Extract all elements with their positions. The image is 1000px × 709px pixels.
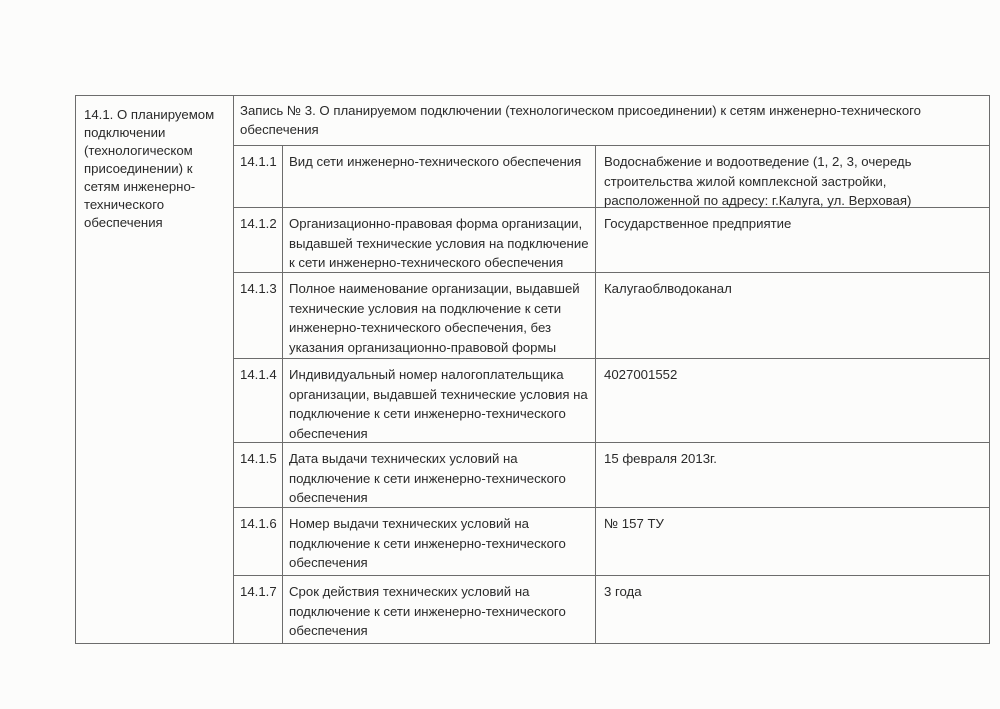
row-label: Вид сети инженерно-технического обеспечения — [283, 146, 596, 207]
row-value: Государственное предприятие — [604, 216, 792, 231]
row-value: 4027001552 — [604, 367, 678, 382]
row-code: 14.1.4 — [234, 359, 283, 442]
row-label: Полное наименование организации, выдавшей технические условия на подключение к сети инженерно-технического обеспечения, без указания организационно-правовой формы — [283, 273, 596, 358]
table-row — [234, 359, 989, 443]
row-label: Индивидуальный номер налогоплательщика организации, выдавшей технические условия на подключение к сети инженерно-технического обеспечения — [283, 359, 596, 442]
row-code: 14.1.6 — [234, 508, 283, 575]
row-value: 15 февраля 2013г. — [604, 451, 717, 466]
row-code: 14.1.1 — [234, 146, 283, 207]
row-code: 14.1.2 — [234, 208, 283, 272]
record-header: Запись № 3. О планируемом подключении (технологическом присоединении) к сетям инженерно-технического обеспечения — [234, 96, 989, 146]
row-code: 14.1.7 — [234, 576, 283, 643]
row-value: Водоснабжение и водоотведение (1, 2, 3, очередь строительства жилой комплексной застройки, расположенной по адресу: г.Калуга, ул. Верховая) — [604, 154, 912, 208]
row-label: Номер выдачи технических условий на подключение к сети инженерно-технического обеспечения — [283, 508, 596, 575]
row-code: 14.1.3 — [234, 273, 283, 358]
row-label: Организационно-правовая форма организации, выдавшей технические условия на подключение к сети инженерно-технического обеспечения — [283, 208, 596, 272]
table-row — [234, 273, 989, 359]
row-value: № 157 ТУ — [604, 516, 664, 531]
section-title: 14.1. О планируемом подключении (технологическом присоединении) к сетям инженерно-технического обеспечения — [76, 96, 234, 643]
table-row — [234, 576, 989, 643]
table-row — [234, 508, 989, 576]
row-label: Срок действия технических условий на подключение к сети инженерно-технического обеспечения — [283, 576, 596, 643]
table-row — [234, 443, 989, 508]
table-row — [234, 146, 989, 208]
row-value: 3 года — [604, 584, 642, 599]
row-code: 14.1.5 — [234, 443, 283, 507]
connection-table — [75, 95, 990, 644]
table-row — [234, 208, 989, 273]
row-value: Калугаоблводоканал — [604, 281, 732, 296]
row-label: Дата выдачи технических условий на подключение к сети инженерно-технического обеспечения — [283, 443, 596, 507]
